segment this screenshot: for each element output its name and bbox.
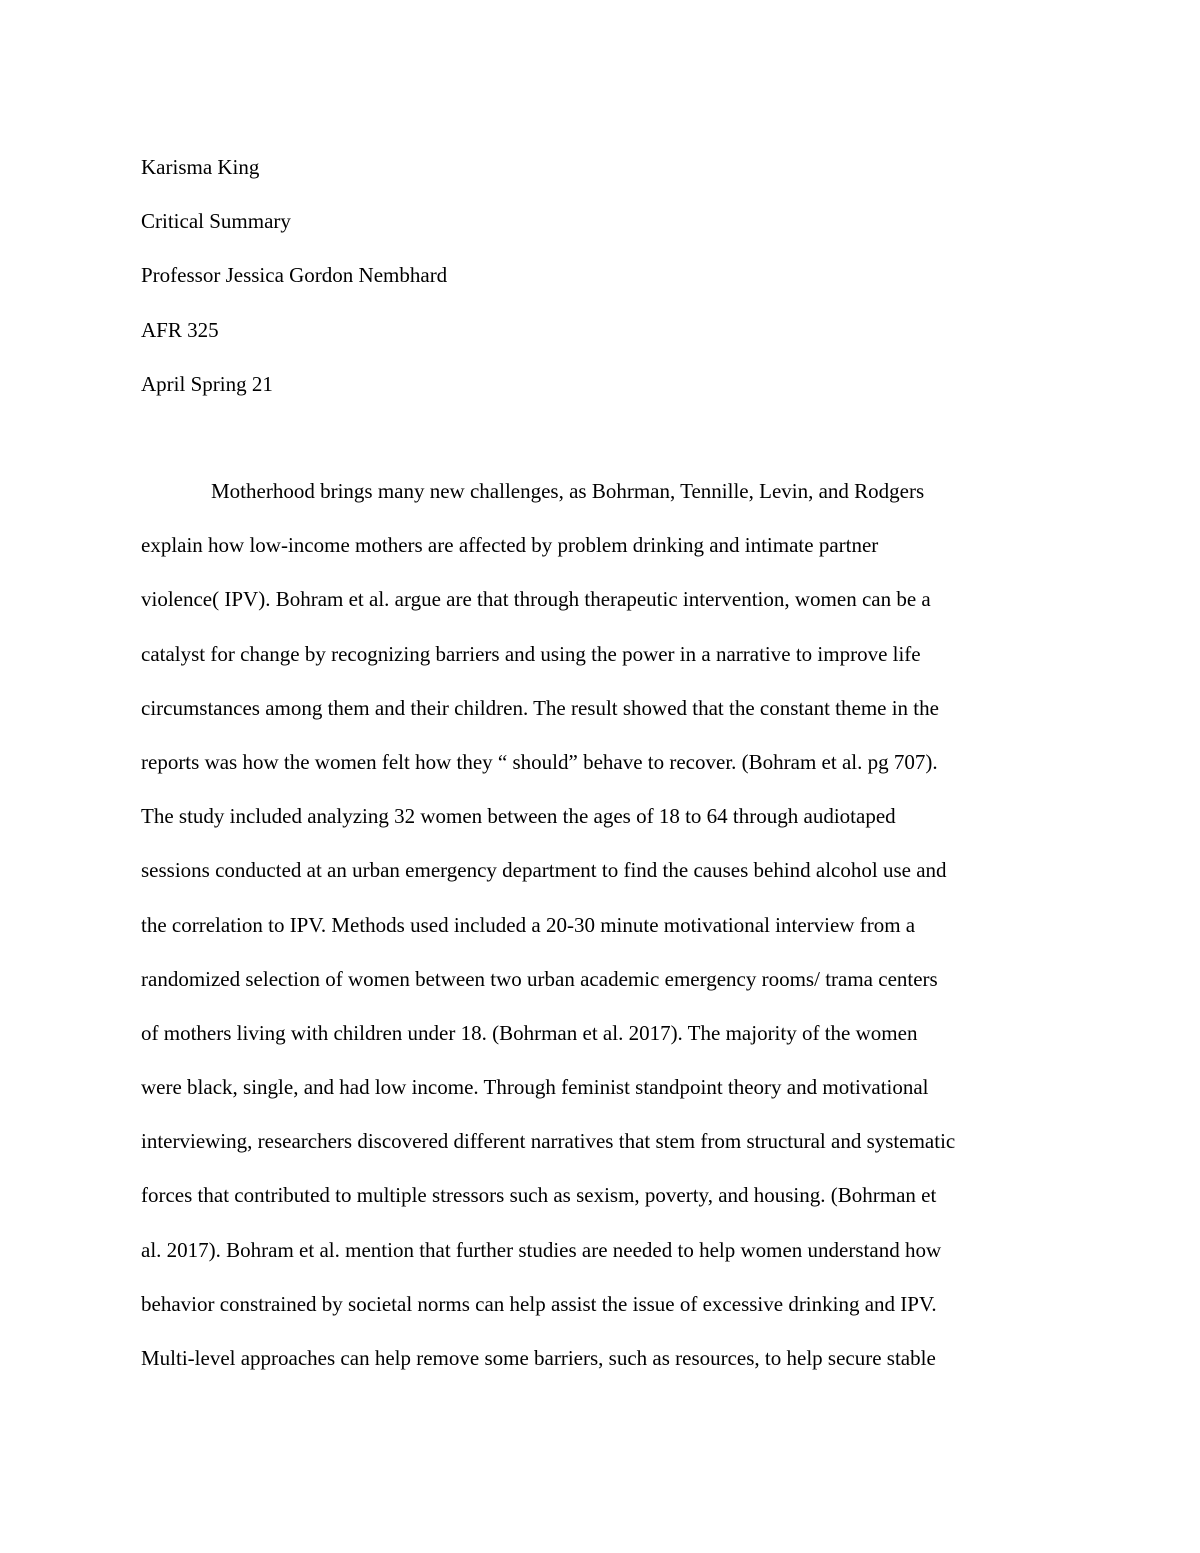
paragraph-line: behavior constrained by societal norms can help assist the issue of excessive drinking and IPV. — [141, 1291, 937, 1316]
paragraph-line: forces that contributed to multiple stressors such as sexism, poverty, and housing. (Bohrman et — [141, 1183, 937, 1208]
paragraph-line: of mothers living with children under 18. (Bohrman et al. 2017). The majority of the women — [141, 1020, 918, 1045]
paragraph-line: were black, single, and had low income. Through feminist standpoint theory and motivational — [141, 1075, 929, 1100]
paragraph-line: circumstances among them and their children. The result showed that the constant theme in the — [141, 695, 939, 720]
professor-name: Professor Jessica Gordon Nembhard — [141, 263, 448, 288]
paragraph-line: Multi-level approaches can help remove some barriers, such as resources, to help secure stable — [141, 1346, 936, 1370]
assignment-title: Critical Summary — [141, 209, 291, 234]
course-code: AFR 325 — [141, 317, 219, 342]
author-name: Karisma King — [141, 155, 260, 179]
paragraph-line: catalyst for change by recognizing barriers and using the power in a narrative to improve life — [141, 641, 921, 666]
paragraph-line: Motherhood brings many new challenges, as Bohrman, Tennille, Levin, and Rodgers — [211, 479, 925, 503]
paragraph-line: al. 2017). Bohram et al. mention that further studies are needed to help women understand how — [141, 1237, 942, 1262]
document-header — [141, 140, 1061, 411]
summary-paragraph — [141, 464, 1061, 1385]
paragraph-line: The study included analyzing 32 women between the ages of 18 to 64 through audiotaped — [141, 804, 896, 829]
paragraph-line: violence( IPV). Bohram et al. argue are that through therapeutic intervention, women can be a — [141, 587, 931, 612]
submission-date: April Spring 21 — [141, 371, 273, 396]
paragraph-line: sessions conducted at an urban emergency department to find the causes behind alcohol use and — [141, 858, 947, 883]
paragraph-line: randomized selection of women between two urban academic emergency rooms/ trama centers — [141, 966, 938, 991]
paragraph-line: interviewing, researchers discovered different narratives that stem from structural and systematic — [141, 1129, 956, 1154]
paragraph-line: explain how low-income mothers are affected by problem drinking and intimate partner — [141, 533, 879, 558]
paragraph-line: reports was how the women felt how they “ should” behave to recover. (Bohram et al. pg 707). — [141, 749, 938, 774]
paragraph-line: the correlation to IPV. Methods used included a 20-30 minute motivational interview from a — [141, 912, 916, 937]
